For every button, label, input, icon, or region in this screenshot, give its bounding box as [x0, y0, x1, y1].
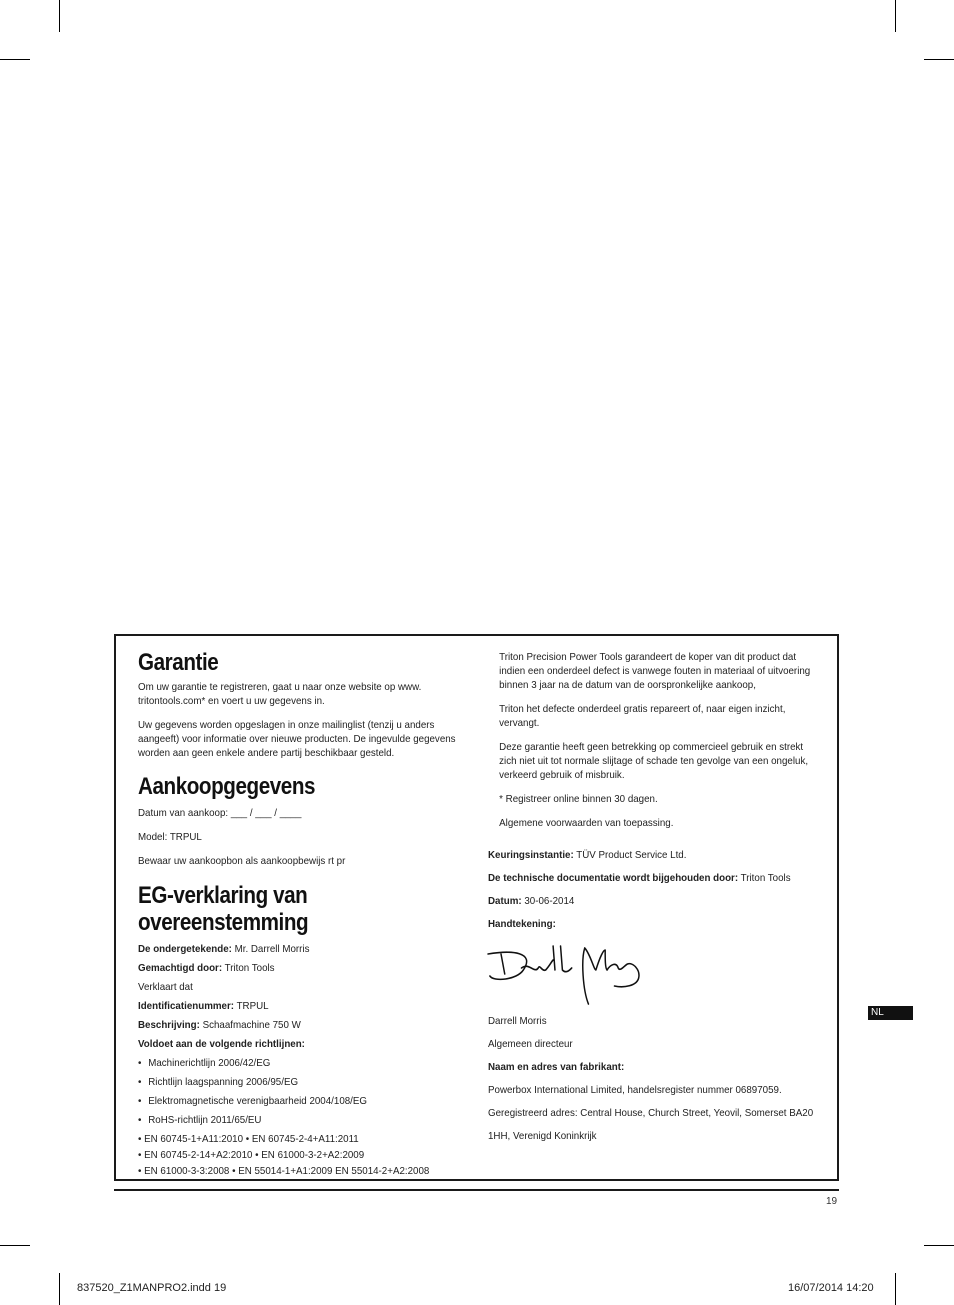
- directive-item: • Elektromagnetische verenigbaarheid 2004/108/EG: [138, 1095, 368, 1107]
- crop-mark: [895, 1273, 896, 1305]
- slug-right: 16/07/2014 14:20: [788, 1282, 874, 1294]
- right-column: [488, 650, 823, 1152]
- identification-line: Identificatienummer: TRPUL: [138, 1000, 269, 1012]
- signature-image: [484, 940, 647, 1010]
- directives-heading: Voldoet aan de volgende richtlijnen:: [138, 1038, 305, 1050]
- receipt-note: Bewaar uw aankoopbon als aankoopbewijs rt pr: [138, 855, 346, 867]
- model-field: Model: TRPUL: [138, 831, 202, 843]
- authorised-by-line: Gemachtigd door: Triton Tools: [138, 962, 275, 974]
- manufacturer-line: Powerbox International Limited, handelsregister nummer 06897059.: [488, 1084, 782, 1096]
- eg-heading: EG-verklaring van overeenstemming: [138, 882, 309, 936]
- signatory-line: De ondergetekende: Mr. Darrell Morris: [138, 943, 310, 955]
- signature-label: Handtekening:: [488, 918, 556, 930]
- standards-line: • EN 60745-2-14+A2:2010 • EN 61000-3-2+A2:2009: [138, 1149, 365, 1161]
- manufacturer-label: Naam en adres van fabrikant:: [488, 1061, 625, 1073]
- garantie-heading: Garantie: [138, 649, 219, 676]
- left-column: [138, 650, 468, 1180]
- manufacturer-line: Geregistreerd adres: Central House, Church Street, Yeovil, Somerset BA20: [488, 1107, 814, 1119]
- tech-doc-line: De technische documentatie wordt bijgehouden door: Triton Tools: [488, 872, 791, 884]
- warranty-text: Triton het defecte onderdeel gratis repareert of, naar eigen inzicht, vervangt.: [499, 703, 786, 729]
- page-number: 19: [826, 1196, 838, 1207]
- directive-item: • RoHS-richtlijn 2011/65/EU: [138, 1114, 262, 1126]
- description-line: Beschrijving: Schaafmachine 750 W: [138, 1019, 301, 1031]
- crop-mark: [59, 1273, 60, 1305]
- warranty-box: [114, 634, 839, 1181]
- purchase-date-field: Datum van aankoop: ___ / ___ / ____: [138, 807, 302, 819]
- warranty-text: * Registreer online binnen 30 dagen.: [499, 793, 658, 805]
- directive-item: • Richtlijn laagspanning 2006/95/EG: [138, 1076, 299, 1088]
- crop-mark: [59, 0, 60, 32]
- garantie-paragraph: Uw gegevens worden opgeslagen in onze mailinglist (tenzij u anders aangeeft) voor informatie over nieuwe producten. De ingevulde gegevens worden aan geen enkele andere partij beschikbaar gesteld.: [138, 719, 456, 759]
- crop-mark: [924, 1245, 954, 1246]
- crop-mark: [0, 1245, 30, 1246]
- notified-body-line: Keuringsinstantie: TÜV Product Service Ltd.: [488, 849, 687, 861]
- directive-item: • Machinerichtlijn 2006/42/EG: [138, 1057, 271, 1069]
- standards-line: • EN 60745-1+A11:2010 • EN 60745-2-4+A11:2011: [138, 1133, 359, 1145]
- slug-left: 837520_Z1MANPRO2.indd 19: [77, 1282, 227, 1294]
- signer-title: Algemeen directeur: [488, 1038, 573, 1050]
- aankoop-heading: Aankoopgegevens: [138, 773, 316, 800]
- manufacturer-line: 1HH, Verenigd Koninkrijk: [488, 1130, 597, 1142]
- warranty-text: Algemene voorwaarden van toepassing.: [499, 817, 674, 829]
- crop-mark: [895, 0, 896, 32]
- warranty-text: Deze garantie heeft geen betrekking op commercieel gebruik en strekt zich niet uit tot normale slijtage of schade ten gevolge van een ongeluk, verkeerd gebruik of misbruik.: [499, 741, 809, 781]
- crop-mark: [924, 59, 954, 60]
- signer-name: Darrell Morris: [488, 1015, 547, 1027]
- footer-rule: [114, 1189, 839, 1191]
- date-line: Datum: 30-06-2014: [488, 895, 575, 907]
- garantie-paragraph: Om uw garantie te registreren, gaat u naar onze website op www. tritontools.com* en voert u uw gegevens in.: [138, 681, 422, 707]
- standards-line: • EN 61000-3-3:2008 • EN 55014-1+A1:2009 EN 55014-2+A2:2008: [138, 1165, 430, 1177]
- language-tab: NL: [868, 1006, 913, 1020]
- standards-list: [138, 1132, 464, 1178]
- declares-line: Verklaart dat: [138, 981, 193, 993]
- crop-mark: [0, 59, 30, 60]
- warranty-text: Triton Precision Power Tools garandeert de koper van dit product dat indien een onderdeel defect is vanwege fouten in materiaal of uitvoering binnen 3 jaar na de datum van de oorspronkelijke aankoop,: [499, 651, 811, 691]
